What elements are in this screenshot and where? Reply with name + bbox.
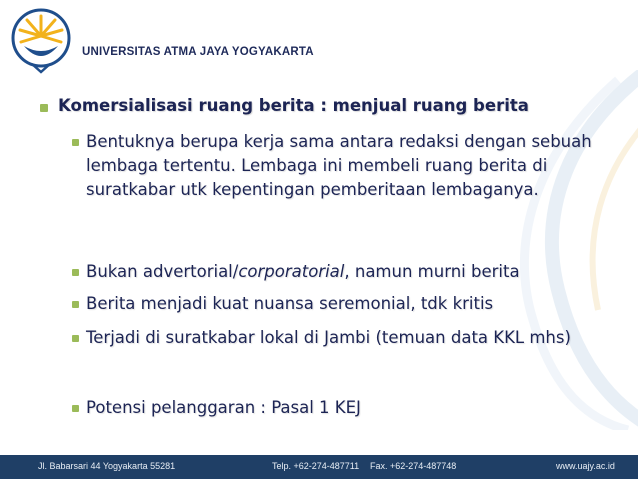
- bullet-square-icon: [72, 335, 79, 342]
- footer-website-link[interactable]: www.uajy.ac.id: [556, 461, 615, 471]
- list-item-text: [86, 260, 626, 284]
- slide-footer: [0, 455, 638, 479]
- list-item-text: Terjadi di suratkabar lokal di Jambi (temuan data KKL mhs): [86, 328, 571, 347]
- list-item-text-part: , namun murni berita: [344, 262, 520, 281]
- slide-header: [0, 0, 638, 80]
- university-logo-icon: [10, 6, 72, 74]
- list-item-text: Berita menjadi kuat nuansa seremonial, tdk kritis: [86, 294, 494, 313]
- list-item-text: Bentuknya berupa kerja sama antara redaksi dengan sebuah lembaga tertentu. Lembaga ini membeli ruang berita di suratkabar utk kepentingan pemberitaan lembaganya.: [86, 132, 592, 199]
- bullet-square-icon: [72, 301, 79, 308]
- heading-text: Komersialisasi ruang berita : menjual ruang berita: [58, 96, 529, 115]
- bullet-square-icon: [40, 104, 48, 112]
- decorative-swoosh-graphic: [418, 70, 638, 430]
- list-item-italic-term: corporatorial: [238, 262, 345, 281]
- bullet-square-icon: [72, 269, 79, 276]
- list-item-text: Potensi pelanggaran : Pasal 1 KEJ: [86, 398, 361, 417]
- list-item-text-part: Bukan advertorial/: [86, 262, 239, 281]
- bullet-square-icon: [72, 139, 79, 146]
- footer-address: Jl. Babarsari 44 Yogyakarta 55281: [38, 461, 176, 471]
- footer-fax: Fax. +62-274-487748: [370, 461, 457, 471]
- university-name: UNIVERSITAS ATMA JAYA YOGYAKARTA: [82, 46, 314, 58]
- bullet-square-icon: [72, 405, 79, 412]
- footer-telephone: Telp. +62-274-487711: [272, 461, 360, 471]
